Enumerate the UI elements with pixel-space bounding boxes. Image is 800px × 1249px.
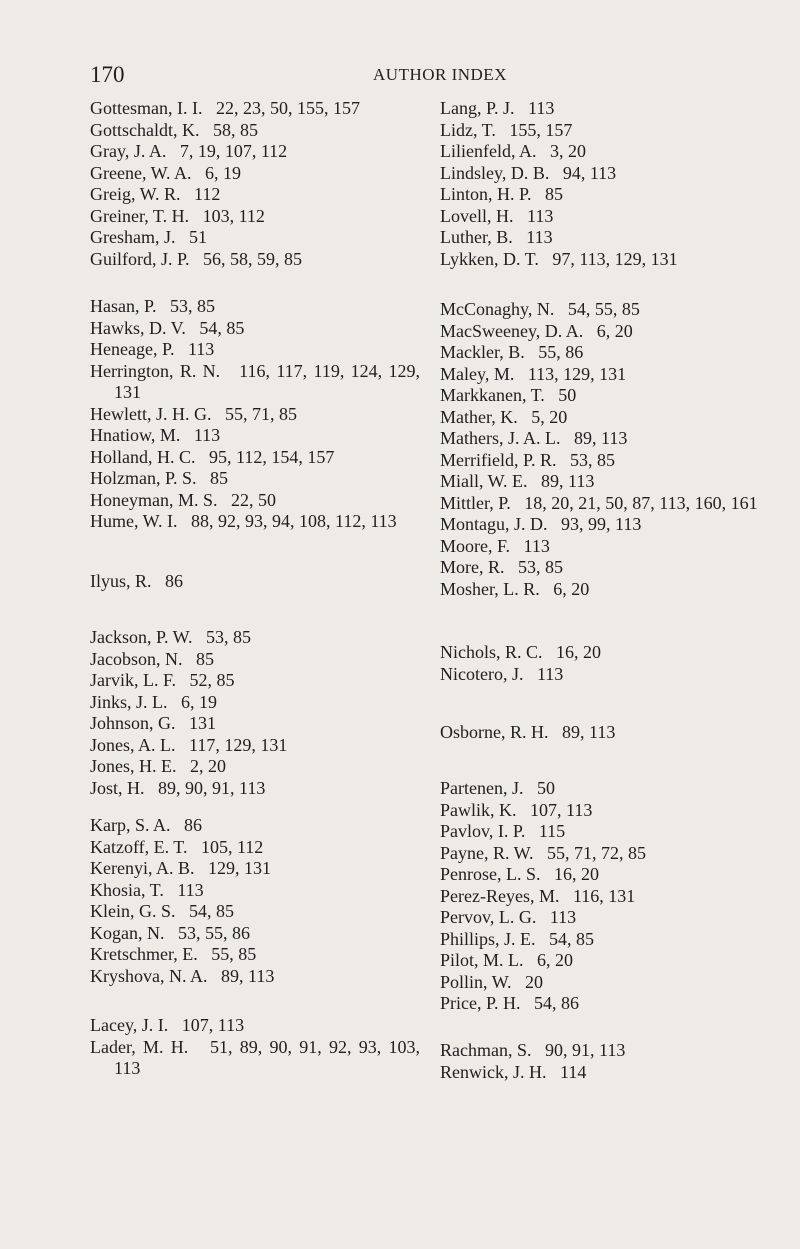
- index-entry: Mathers, J. A. L. 89, 113: [440, 428, 628, 448]
- index-entry: Jost, H. 89, 90, 91, 113: [90, 777, 266, 798]
- index-group-i: [90, 571, 420, 593]
- index-entry: Guilford, J. P. 56, 58, 59, 85: [90, 248, 303, 269]
- index-entry: Jones, H. E. 2, 20: [90, 756, 226, 776]
- index-entry: Ilyus, R. 86: [90, 571, 184, 591]
- index-entry: Jones, A. L. 117, 129, 131: [90, 734, 288, 755]
- index-entry: Maley, M. 113, 129, 131: [440, 363, 627, 384]
- index-entry: Gottesman, I. I. 22, 23, 50, 155, 157: [90, 98, 360, 118]
- index-group-r: [440, 1040, 770, 1083]
- index-entry: Greig, W. R. 112: [90, 184, 221, 204]
- running-title: AUTHOR INDEX: [373, 65, 507, 84]
- index-entry: Luther, B. 113: [440, 227, 553, 247]
- index-group-h: [90, 296, 425, 533]
- index-entry: Pervov, L. G. 113: [440, 907, 577, 927]
- index-entry: Markkanen, T. 50: [440, 385, 577, 405]
- index-entry: Lacey, J. I. 107, 113: [90, 1015, 245, 1035]
- index-entry: McConaghy, N. 54, 55, 85: [440, 299, 640, 319]
- index-entry: Penrose, L. S. 16, 20: [440, 864, 599, 884]
- index-entry: Lidz, T. 155, 157: [440, 119, 573, 140]
- index-group-k: [90, 815, 420, 987]
- index-entry: Hnatiow, M. 113: [90, 425, 221, 445]
- index-group-p: [440, 778, 770, 1015]
- index-entry: Lindsley, D. B. 94, 113: [440, 162, 617, 183]
- index-entry: Jarvik, L. F. 52, 85: [90, 670, 235, 690]
- index-entry: Pollin, W. 20: [440, 971, 544, 992]
- index-entry: Nichols, R. C. 16, 20: [440, 642, 602, 662]
- index-entry: Miall, W. E. 89, 113: [440, 471, 595, 491]
- index-entry: Lilienfeld, A. 3, 20: [440, 141, 586, 161]
- index-entry: Merrifield, P. R. 53, 85: [440, 449, 615, 470]
- index-entry: Gray, J. A. 7, 19, 107, 112: [90, 141, 288, 161]
- index-entry: Nicotero, J. 113: [440, 663, 564, 684]
- index-entry: Pawlik, K. 107, 113: [440, 799, 593, 820]
- index-entry: Kerenyi, A. B. 129, 131: [90, 858, 271, 878]
- index-entry: Greiner, T. H. 103, 112: [90, 205, 265, 226]
- index-group-l-cont: [440, 98, 770, 270]
- index-entry: Moore, F. 113: [440, 535, 550, 556]
- index-entry: Pavlov, I. P. 115: [440, 821, 566, 841]
- index-entry: More, R. 53, 85: [440, 557, 563, 577]
- index-entry: Kryshova, N. A. 89, 113: [90, 965, 275, 986]
- index-entry: Hewlett, J. H. G. 55, 71, 85: [90, 403, 297, 424]
- page-header: [90, 62, 720, 88]
- index-entry: Hume, W. I. 88, 92, 93, 94, 108, 112, 113: [90, 511, 397, 531]
- index-entry: Holzman, P. S. 85: [90, 468, 229, 488]
- index-group-g: [90, 98, 420, 270]
- index-entry: Payne, R. W. 55, 71, 72, 85: [440, 842, 647, 863]
- index-entry: Gresham, J. 51: [90, 227, 207, 247]
- index-entry: Lovell, H. 113: [440, 205, 554, 226]
- index-entry: Lykken, D. T. 97, 113, 129, 131: [440, 248, 678, 269]
- index-entry: Mittler, P. 18, 20, 21, 50, 87, 113, 160, 161: [440, 492, 758, 513]
- index-entry: Holland, H. C. 95, 112, 154, 157: [90, 446, 335, 467]
- index-group-m: [440, 299, 770, 600]
- index-entry: Montagu, J. D. 93, 99, 113: [440, 514, 642, 534]
- index-entry: Phillips, J. E. 54, 85: [440, 928, 595, 949]
- index-entry: Klein, G. S. 54, 85: [90, 901, 234, 921]
- index-entry: Herrington, R. N. 116, 117, 119, 124, 129, 131: [90, 360, 425, 402]
- index-entry: Perez-Reyes, M. 116, 131: [440, 885, 636, 906]
- index-entry: Hasan, P. 53, 85: [90, 296, 215, 316]
- index-group-j: [90, 627, 420, 799]
- index-entry: Pilot, M. L. 6, 20: [440, 950, 574, 970]
- index-entry: Jackson, P. W. 53, 85: [90, 627, 252, 647]
- index-entry: Rachman, S. 90, 91, 113: [440, 1040, 626, 1060]
- index-entry: Lader, M. H. 51, 89, 90, 91, 92, 93, 103, 113: [90, 1036, 425, 1078]
- index-entry: Renwick, J. H. 114: [440, 1061, 587, 1082]
- page-number: 170: [90, 62, 125, 87]
- index-group-l: [90, 1015, 425, 1080]
- index-entry: Mather, K. 5, 20: [440, 406, 568, 427]
- index-entry: Greene, W. A. 6, 19: [90, 162, 241, 183]
- index-entry: Honeyman, M. S. 22, 50: [90, 489, 276, 510]
- index-entry: Kretschmer, E. 55, 85: [90, 944, 257, 964]
- index-entry: Partenen, J. 50: [440, 778, 555, 798]
- index-entry: Johnson, G. 131: [90, 713, 217, 733]
- index-entry: Jacobson, N. 85: [90, 648, 214, 669]
- index-entry: Katzoff, E. T. 105, 112: [90, 836, 264, 857]
- index-entry: Mackler, B. 55, 86: [440, 342, 584, 362]
- index-entry: Khosia, T. 113: [90, 879, 204, 900]
- index-group-o: [440, 722, 770, 744]
- index-entry: Karp, S. A. 86: [90, 815, 202, 835]
- index-entry: Kogan, N. 53, 55, 86: [90, 922, 250, 943]
- index-entry: Jinks, J. L. 6, 19: [90, 691, 218, 712]
- index-entry: Osborne, R. H. 89, 113: [440, 722, 616, 742]
- index-group-n: [440, 642, 770, 685]
- index-entry: Heneage, P. 113: [90, 339, 215, 359]
- index-entry: Lang, P. J. 113: [440, 98, 555, 118]
- index-entry: Hawks, D. V. 54, 85: [90, 317, 245, 338]
- index-entry: Gottschaldt, K. 58, 85: [90, 119, 258, 140]
- index-entry: Price, P. H. 54, 86: [440, 993, 579, 1013]
- index-entry: Mosher, L. R. 6, 20: [440, 578, 590, 599]
- index-entry: MacSweeney, D. A. 6, 20: [440, 320, 633, 341]
- index-entry: Linton, H. P. 85: [440, 184, 564, 204]
